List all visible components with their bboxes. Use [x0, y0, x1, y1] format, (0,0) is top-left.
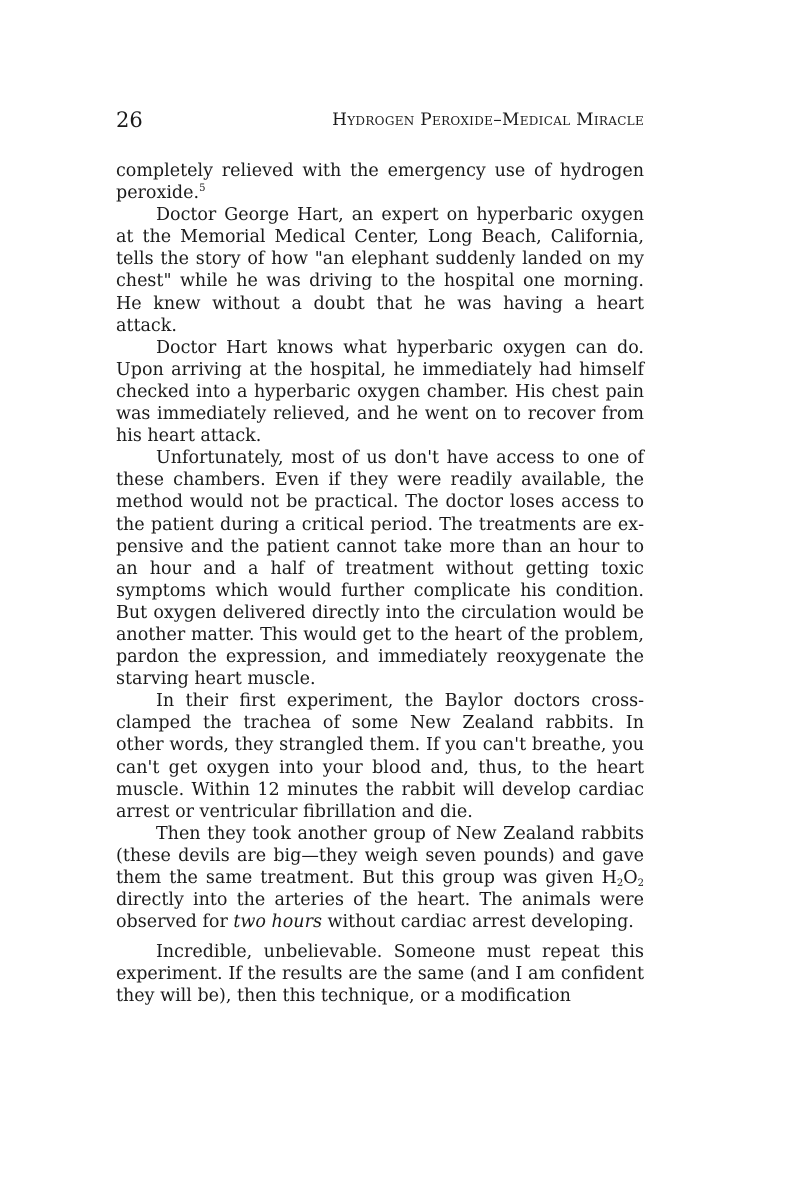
paragraph-6: [116, 823, 644, 933]
paragraph-1-text: completely relieved with the emergency use of hydrogen peroxide.: [116, 161, 644, 204]
formula-subscript: 2: [616, 878, 624, 889]
paragraph-3: Doctor Hart knows what hyperbaric oxygen can do. Upon arriving at the hospital, he immediately had himself checked into a hyperbaric oxygen chamber. His chest pain was immediately relieved, and he went on to recover from his heart attack.: [116, 337, 644, 447]
running-title: Hydrogen Peroxide–Medical Miracle: [332, 110, 644, 130]
formula-h: H: [601, 868, 617, 888]
body-text: [116, 160, 644, 1008]
paragraph-7: Incredible, unbelievable. Someone must repeat this experiment. If the results are the same (and I am confident they will be), then this technique, or a modification: [116, 942, 644, 1007]
paragraph-1: [116, 160, 644, 204]
paragraph-6-part1: Then they took another group of New Zealand rabbits (these devils are big—they weigh seven pounds) and gave them the same treatment. But this group was given: [116, 823, 644, 888]
paragraph-6-part3: without cardiac arrest developing.: [321, 912, 634, 933]
paragraph-5: In their first experiment, the Baylor doctors cross-clamped the trachea of some New Zealand rabbits. In other words, they strangled them. If you can't breathe, you can't get oxygen into your blood and, thus, to the heart muscle. Within 12 minutes the rabbit will develop cardiac arrest or ventricular fibrillation and die.: [116, 691, 644, 822]
emphasis-text: two hours: [233, 912, 322, 933]
formula-o: O: [623, 868, 638, 888]
page-number: 26: [116, 108, 143, 132]
paragraph-6-part2: directly into the arteries of the heart. The animals were observed for: [116, 890, 644, 933]
paragraph-2: Doctor George Hart, an expert on hyperbaric oxygen at the Memorial Medical Center, Long Beach, California, tells the story of how "an elephant suddenly landed on my chest" while he was driving to the hospital one morning. He knew without a doubt that he was having a heart attack.: [116, 205, 644, 336]
page-header: [116, 108, 644, 138]
footnote-marker: 5: [199, 183, 206, 195]
formula-subscript: 2: [637, 878, 644, 889]
paragraph-4: Unfortunately, most of us don't have access to one of these chambers. Even if they were readily available, the method would not be practical. The doctor loses access to the patient during a critical period. The treatments are expensive and the patient cannot take more than an hour to an hour and a half of treatment without getting toxic symptoms which would further complicate his condition. But oxygen delivered directly into the circulation would be another matter. This would get to the heart of the problem, pardon the expression, and immediately reoxygenate the starving heart muscle.: [116, 448, 644, 690]
